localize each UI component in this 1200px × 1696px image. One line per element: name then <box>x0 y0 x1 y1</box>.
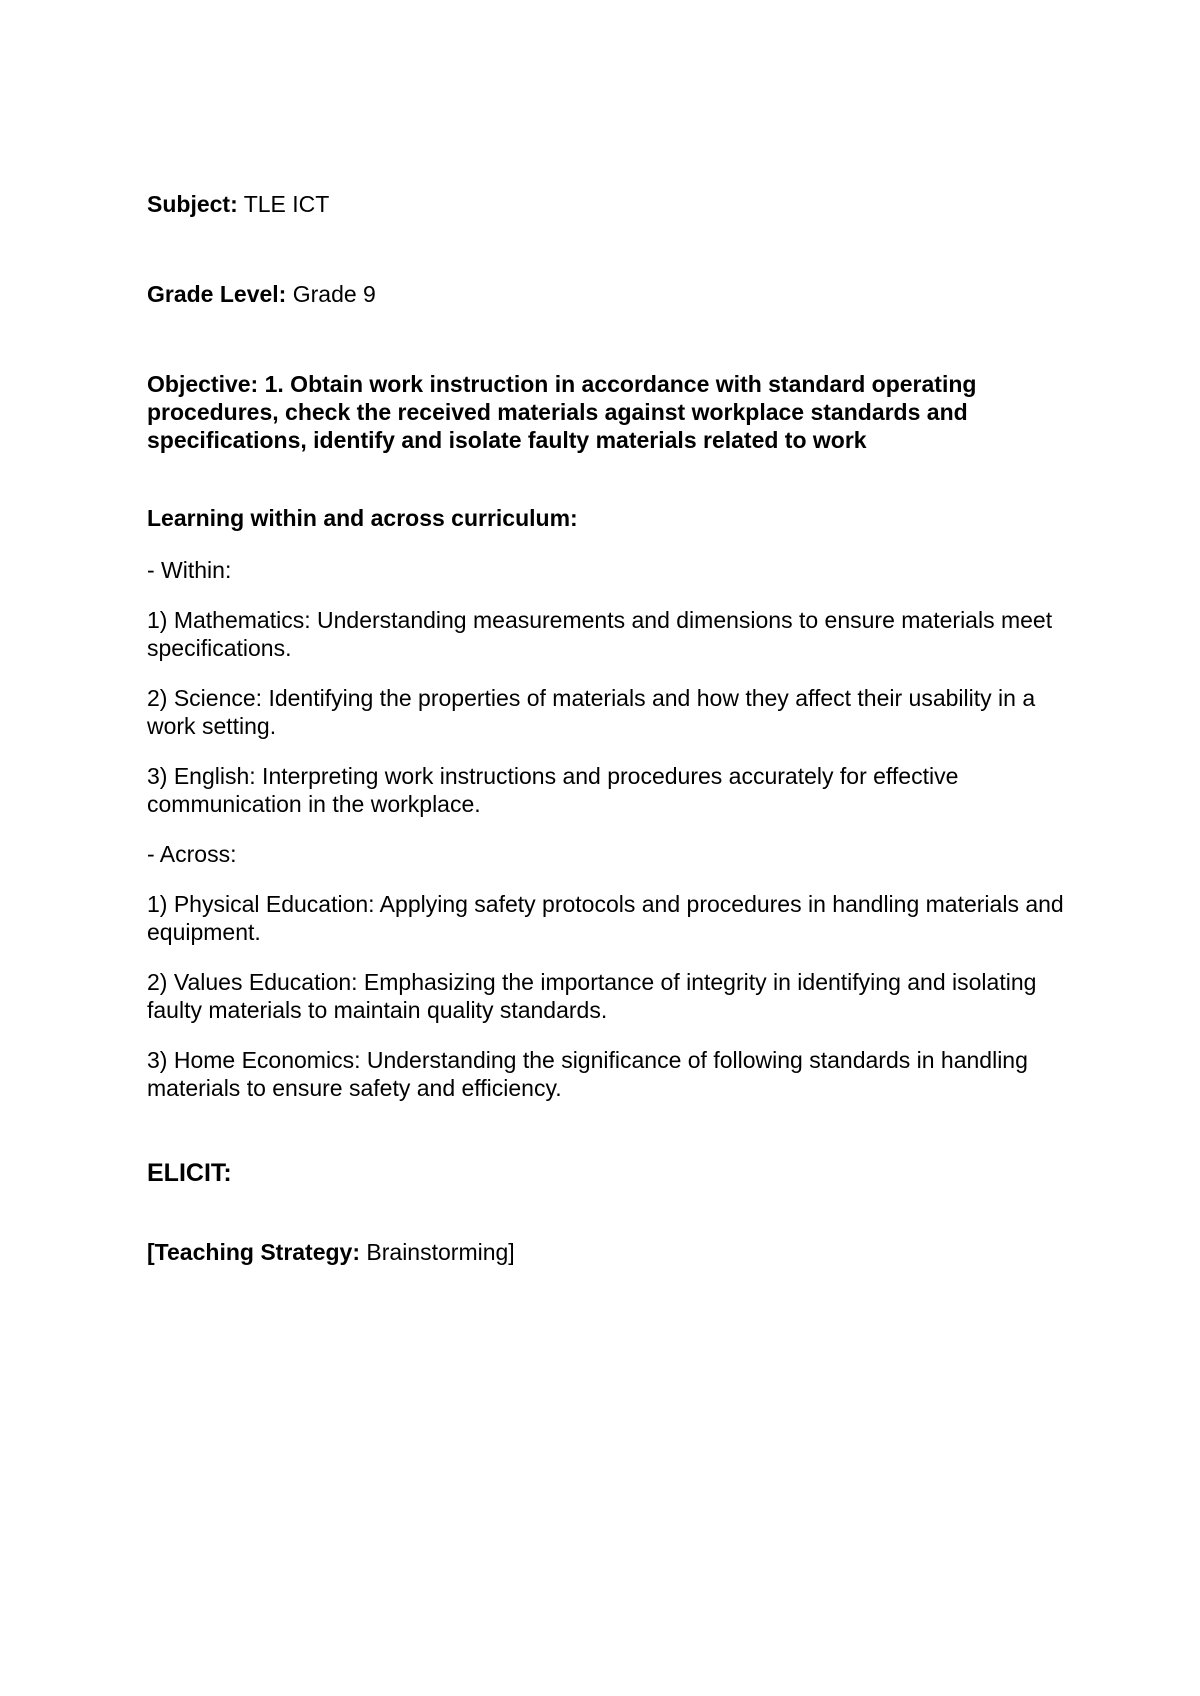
within-item: 1) Mathematics: Understanding measurements and dimensions to ensure materials meet specifications. <box>147 607 1053 661</box>
within-item: 3) English: Interpreting work instructions and procedures accurately for effective communication in the workplace. <box>147 763 959 817</box>
subject-value: TLE ICT <box>243 191 330 217</box>
strategy-open-bracket: [ <box>147 1239 155 1265</box>
teaching-strategy-label: Teaching Strategy: <box>154 1239 361 1265</box>
strategy-close-bracket: ] <box>508 1239 515 1265</box>
across-item: 3) Home Economics: Understanding the significance of following standards in handling materials to ensure safety and efficiency. <box>147 1047 1028 1101</box>
teaching-strategy-field <box>147 1238 1067 1266</box>
grade-level-field <box>147 280 1067 308</box>
objective-label: Objective: <box>147 371 259 397</box>
across-item: 2) Values Education: Emphasizing the importance of integrity in identifying and isolating faulty materials to maintain quality standards. <box>147 969 1037 1023</box>
subject-label: Subject: <box>147 191 238 217</box>
subject-field <box>147 190 1067 218</box>
teaching-strategy-value: Brainstorming <box>366 1239 509 1265</box>
learning-heading: Learning within and across curriculum: <box>147 505 578 531</box>
lesson-plan-content <box>147 190 1067 1266</box>
objective-text: 1. Obtain work instruction in accordance with standard operating procedures, check the received materials against workplace standards and specifications, identify and isolate faulty materials related to work <box>147 371 977 453</box>
across-label: - Across: <box>147 841 237 867</box>
grade-level-value: Grade 9 <box>292 281 376 307</box>
objective-field <box>147 370 1067 454</box>
within-item: 2) Science: Identifying the properties of materials and how they affect their usability in a work setting. <box>147 685 1036 739</box>
across-item: 1) Physical Education: Applying safety protocols and procedures in handling materials and equipment. <box>147 891 1064 945</box>
elicit-heading: ELICIT: <box>147 1159 232 1187</box>
grade-level-label: Grade Level: <box>147 281 287 307</box>
learning-section <box>147 504 1067 1102</box>
within-label: - Within: <box>147 557 232 583</box>
